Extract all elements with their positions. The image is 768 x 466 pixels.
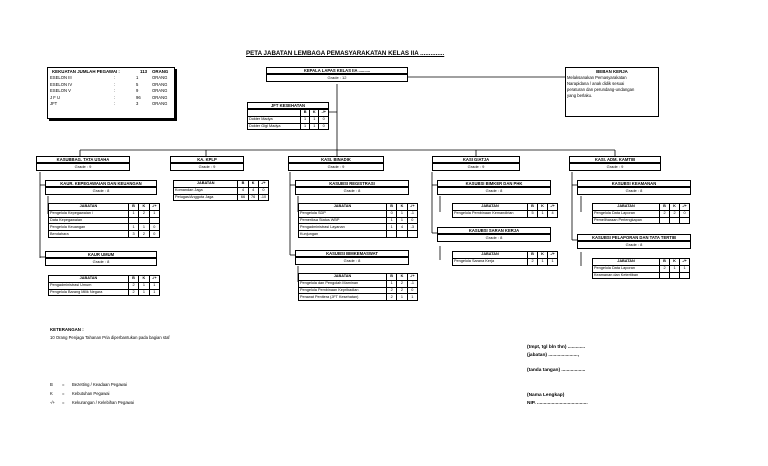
kekuatan-sep: :: [114, 75, 116, 80]
value-cell-k: 1: [397, 294, 407, 301]
table-row: [299, 280, 418, 287]
jabatan-cell: Pengelola SDP: [299, 210, 387, 217]
kekuatan-value: 96: [136, 94, 141, 100]
table-row: [299, 224, 418, 231]
page-title: PETA JABATAN LEMBAGA PEMASYARAKATAN KELAS IIA ..............: [246, 50, 445, 57]
pelaporan-table: JABATAN B K -/+ Pengelola Data Laporan 2 1 1 Keamanan dan Ketertiban: [592, 258, 690, 279]
kekuatan-label: ESELON III: [50, 75, 72, 80]
value-cell-b: [660, 217, 670, 224]
kaur-umum-table: JABATAN B K -/+ Pengadministrasi Umum 2 1 1 Pengelola Barang Milik Negara 2 1 1: [48, 275, 160, 296]
table-row: [593, 272, 690, 279]
keterangan-note: 10 Orang Penjaga Tahanan Pria diperbantukan pada bagian staf: [50, 335, 170, 340]
table-row: [174, 187, 269, 194]
signature-ttd: (tanda tangan) ..................: [527, 368, 586, 373]
table-row: [299, 210, 418, 217]
jabatan-cell: Pemeriksa Status WBP: [299, 217, 387, 224]
jabatan-cell: Pengelola Sarana Kerja: [453, 258, 528, 265]
kekuatan-box: [47, 67, 175, 119]
value-cell-k: 1: [139, 282, 149, 289]
value-cell-k: 1: [538, 258, 548, 265]
keterangan-title: KETERANGAN :: [50, 327, 84, 332]
legend-eq: =: [62, 400, 65, 405]
jabatan-cell: Pengelola Data Laporan: [593, 265, 660, 272]
jabatan-cell: Pengelola Barang Milik Negara: [49, 289, 129, 296]
value-cell-b: 2: [128, 282, 138, 289]
value-cell-d: [407, 231, 417, 238]
value-cell-k: 1: [397, 210, 407, 217]
table-row: [248, 116, 329, 123]
jabatan-cell: Kunjungan: [299, 231, 387, 238]
value-cell-d: [149, 217, 159, 224]
value-cell-b: 1: [128, 210, 138, 217]
kekuatan-sep: :: [114, 81, 116, 87]
keamanan-title: KASUBSI KEAMANAN: [577, 180, 691, 187]
table-row: [593, 265, 690, 272]
keamanan-grade: Grade : 8: [577, 187, 691, 195]
value-cell-k: 2: [397, 280, 407, 287]
kekuatan-header-label: KEKUATAN JUMLAH PEGAWAI :: [52, 69, 120, 74]
value-cell-d: -3: [407, 224, 417, 231]
value-cell-k: 1: [670, 265, 680, 272]
value-cell-d: -10: [258, 194, 268, 201]
legend-text: Kebutuhan Pegawai: [72, 391, 110, 396]
table-row: [299, 231, 418, 238]
value-cell-d: 0: [319, 116, 329, 123]
value-cell-b: 2: [386, 294, 396, 301]
registrasi-title: KASUBSI REGISTRASI: [295, 180, 409, 187]
value-cell-b: 2: [386, 287, 396, 294]
table-row: [453, 258, 558, 265]
value-cell-k: 4: [397, 224, 407, 231]
value-cell-k: 1: [139, 289, 149, 296]
value-cell-d: 0: [258, 187, 268, 194]
value-cell-k: [397, 231, 407, 238]
kaur-umum-title: KAUR UMUM: [45, 251, 157, 258]
value-cell-d: 0: [407, 217, 417, 224]
table-row: [49, 282, 160, 289]
legend-eq: =: [62, 382, 65, 387]
value-cell-d: 1: [680, 265, 690, 272]
bimkemas-grade: Grade : 8: [295, 257, 409, 265]
sarana-title: KASUBSI SARAN KERJA: [437, 227, 551, 234]
kekuatan-header-value: 113: [140, 69, 148, 74]
value-cell-k: 2: [670, 210, 680, 217]
keamanan-table: JABATAN B K -/+ Pengelola Data Laporan 2 2 0 Pemeliharaan Perlengkapan: [592, 203, 690, 224]
value-cell-b: 2: [660, 210, 670, 217]
kekuatan-sep: :: [114, 94, 116, 100]
value-cell-d: 1: [548, 258, 558, 265]
sarana-table: JABATAN B K -/+ Pengelola Sarana Kerja 2 1 1: [452, 251, 558, 266]
jabatan-cell: Pengelola Pembinaan Kepribadian: [299, 287, 387, 294]
unit-kplp-title: KA. KPLP: [170, 156, 244, 163]
jabatan-cell: Keamanan dan Ketertiban: [593, 272, 660, 279]
beban-kerja-line: yang berlaku.: [567, 93, 593, 98]
legend-key: B: [50, 382, 53, 387]
kepala-title: KEPALA LAPAS KELAS IIA ..........: [266, 67, 408, 74]
value-cell-d: 0: [407, 287, 417, 294]
value-cell-k: 4: [248, 187, 258, 194]
signature-nama: (Nama Lengkap): [527, 393, 565, 398]
table-row: [49, 217, 160, 224]
value-cell-d: 1: [407, 294, 417, 301]
bimkemas-title: KASUBSI BIMKEMASWAT: [295, 250, 409, 257]
legend-key: -/+: [50, 400, 56, 405]
value-cell-b: 66: [238, 194, 248, 201]
kekuatan-sep: :: [114, 88, 116, 93]
jft-title: JFT KESEHATAN: [247, 102, 329, 109]
value-cell-k: 76: [248, 194, 258, 201]
unit-kamtib-grade: Grade : 9: [569, 163, 661, 171]
value-cell-k: 1: [139, 224, 149, 231]
value-cell-k: 2: [139, 210, 149, 217]
jabatan-cell: Dokter Madya: [248, 116, 301, 123]
value-cell-k: 2: [397, 287, 407, 294]
table-row: [299, 294, 418, 301]
table-row: [49, 231, 160, 238]
value-cell-k: [139, 217, 149, 224]
value-cell-b: 5: [528, 210, 538, 217]
kekuatan-value: 3: [136, 101, 139, 106]
jabatan-cell: Pengelola Keuangan: [49, 224, 129, 231]
value-cell-b: 1: [386, 217, 396, 224]
value-cell-d: -1: [407, 280, 417, 287]
jabatan-cell: Dokter Gigi Madya: [248, 123, 301, 130]
value-cell-b: 1: [386, 224, 396, 231]
bimkemas-table: JABATAN B K -/+ Pengelola dan Pengolah Maminan 1 2 -1 Pengelola Pembinaan Kepribadian 2 2 0 Perawat Penitera (JFT Kesehatan) 2 1 1: [298, 273, 418, 301]
jabatan-cell: Perawat Penitera (JFT Kesehatan): [299, 294, 387, 301]
kekuatan-header-unit: ORANG: [152, 69, 169, 74]
unit-giatja-grade: Grade : 9: [432, 163, 520, 171]
table-row: [453, 210, 558, 217]
legend-key: K: [50, 391, 53, 396]
kekuatan-unit: ORANG: [152, 81, 168, 87]
beban-kerja-title: BEBAN KERJA: [596, 69, 628, 74]
value-cell-d: [680, 217, 690, 224]
kekuatan-label: J F U: [50, 94, 61, 100]
value-cell-k: 2: [139, 231, 149, 238]
table-row: [49, 289, 160, 296]
kplp-table: JABATAN B K -/+ Komandan Jaga 4 4 0 Petugas/Anggota Jaga 66 76 -10: [173, 180, 269, 201]
value-cell-b: 3: [128, 231, 138, 238]
value-cell-d: 1: [149, 210, 159, 217]
value-cell-b: [386, 231, 396, 238]
value-cell-b: 1: [300, 123, 309, 130]
jabatan-cell: Pengadministrasi Layanan: [299, 224, 387, 231]
value-cell-b: 1: [300, 116, 309, 123]
jabatan-cell: Bendahara: [49, 231, 129, 238]
jabatan-cell: Pengelola Pembinaan Kemandirian: [453, 210, 528, 217]
table-row: [49, 210, 160, 217]
beban-kerja-box: [565, 67, 659, 117]
beban-kerja-line: peraturan dan perundang-undangan: [567, 87, 635, 92]
kekuatan-unit: ORANG: [152, 88, 168, 93]
kekuatan-label: ESELON V: [50, 88, 71, 93]
unit-binadik-grade: Grade : 9: [288, 163, 384, 171]
value-cell-b: 0: [386, 210, 396, 217]
value-cell-d: 1: [149, 289, 159, 296]
jabatan-cell: Pengadministrasi Umum: [49, 282, 129, 289]
unit-giatja-title: KASI GIATJA: [432, 156, 520, 163]
unit-kamtib-title: KASI. ADM. KAMTIB: [569, 156, 661, 163]
value-cell-d: 0: [680, 210, 690, 217]
value-cell-k: 1: [538, 210, 548, 217]
legend-text: Kekurangan / Kelebihan Pegawai: [72, 400, 134, 405]
beban-kerja-line: Melaksanakan Pemasyarakatan: [567, 75, 627, 80]
kekuatan-unit: ORANG: [152, 101, 168, 106]
registrasi-table: JABATAN B K -/+ Pengelola SDP 0 1 -1 Pemeriksa Status WBP 1 1 0 Pengadministrasi Layanan 1 4 -3 Kunjungan: [298, 203, 418, 238]
jabatan-cell: Komandan Jaga: [174, 187, 238, 194]
value-cell-k: [670, 272, 680, 279]
kekuatan-value: 9: [136, 88, 139, 93]
value-cell-d: 4: [548, 210, 558, 217]
bimker-title: KASUBSI BIMKER DAN PHK: [437, 180, 551, 187]
kekuatan-unit: ORANG: [152, 75, 168, 80]
table-row: [248, 123, 329, 130]
jabatan-cell: Petugas/Anggota Jaga: [174, 194, 238, 201]
kaur-keu-grade: Grade : 8: [45, 187, 157, 195]
signature-jabatan: (jabatan) ......................,: [527, 353, 579, 358]
value-cell-d: 0: [149, 231, 159, 238]
value-cell-b: 2: [660, 265, 670, 272]
legend-eq: =: [62, 391, 65, 396]
table-row: [299, 217, 418, 224]
jabatan-cell: Pengelola dan Pengolah Maminan: [299, 280, 387, 287]
value-cell-k: 1: [310, 116, 319, 123]
table-row: [593, 210, 690, 217]
kaur-keu-table: JABATAN B K -/+ Pengelola Kepegawaian / 1 2 1 Data Kepegawaian Pengelola Keuangan 1 1 0 Bendahara 3 2 0: [48, 203, 160, 238]
value-cell-d: 0: [319, 123, 329, 130]
value-cell-b: 4: [238, 187, 248, 194]
bimker-table: JABATAN B K -/+ Pengelola Pembinaan Kemandirian 5 1 4: [452, 203, 558, 218]
table-row: [299, 287, 418, 294]
unit-kplp-grade: Grade : 9: [170, 163, 244, 171]
table-row: [174, 194, 269, 201]
kekuatan-label: JFT: [50, 101, 58, 106]
beban-kerja-line: Narapidana / anak didik sesuai: [567, 81, 625, 86]
kekuatan-label: ESELON IV: [50, 81, 73, 87]
value-cell-b: 1: [386, 280, 396, 287]
jabatan-cell: Data Kepegawaian: [49, 217, 129, 224]
value-cell-d: 0: [149, 224, 159, 231]
value-cell-b: 1: [128, 224, 138, 231]
value-cell-b: [128, 217, 138, 224]
unit-binadik-title: KASI. BINADIK: [288, 156, 384, 163]
kekuatan-value: 1: [136, 75, 139, 80]
legend-text: Bezetting / Keadaan Pegawai: [72, 382, 127, 387]
signature-place-date: (tmpt, tgl bln thn) .............: [527, 345, 586, 350]
kepala-grade: Grade : 12: [266, 74, 408, 82]
jabatan-cell: Pemeliharaan Perlengkapan: [593, 217, 660, 224]
bimker-grade: Grade : 8: [437, 187, 551, 195]
kekuatan-sep: :: [114, 101, 116, 106]
jabatan-cell: Pengelola Kepegawaian /: [49, 210, 129, 217]
value-cell-b: 2: [528, 258, 538, 265]
value-cell-d: 1: [149, 282, 159, 289]
unit-tu-grade: Grade : 9: [36, 163, 130, 171]
kekuatan-unit: ORANG: [152, 94, 168, 100]
sarana-grade: Grade : 8: [437, 234, 551, 242]
jabatan-cell: Pengelola Data Laporan: [593, 210, 660, 217]
value-cell-k: [670, 217, 680, 224]
value-cell-k: 1: [310, 123, 319, 130]
table-row: [49, 224, 160, 231]
registrasi-grade: Grade : 8: [295, 187, 409, 195]
jft-table: B K -/+ Dokter Madya 1 1 0 Dokter Gigi Madya 1 1 0: [247, 109, 329, 130]
signature-nip: NIP. ......................................: [527, 401, 588, 406]
table-row: [593, 217, 690, 224]
value-cell-b: [660, 272, 670, 279]
kaur-umum-grade: Grade : 8: [45, 258, 157, 266]
kaur-keu-title: KAUR. KEPEGAWAIAN DAN KEUANGAN: [45, 180, 157, 187]
value-cell-d: -1: [407, 210, 417, 217]
unit-tu-title: KASUBBAG. TATA USAHA: [36, 156, 130, 163]
pelaporan-grade: Grade : 8: [577, 241, 691, 249]
kekuatan-value: 5: [136, 81, 139, 87]
value-cell-b: 2: [128, 289, 138, 296]
value-cell-k: 1: [397, 217, 407, 224]
pelaporan-title: KASUBSI PELAPORAN DAN TATA TERTIB: [577, 234, 691, 241]
value-cell-d: [680, 272, 690, 279]
